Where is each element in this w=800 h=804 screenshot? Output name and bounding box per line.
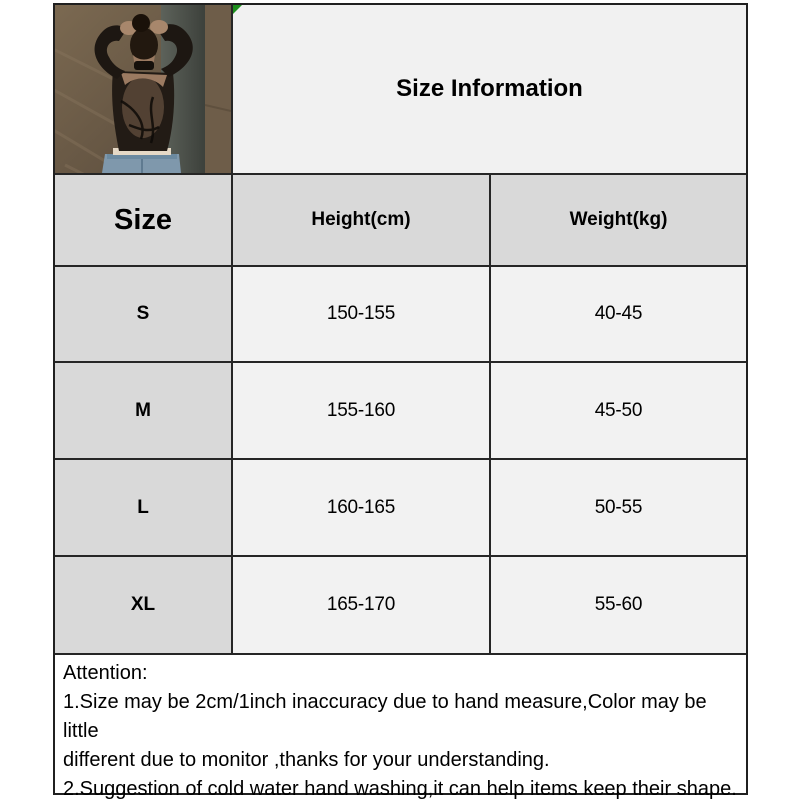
size-label-m: M	[55, 363, 231, 458]
height-value-m: 155-160	[233, 363, 489, 458]
page-title: Size Information	[396, 75, 583, 102]
attention-line-1: 1.Size may be 2cm/1inch inaccuracy due to hand measure,Color may be little	[63, 691, 707, 742]
weight-value-l: 50-55	[491, 460, 746, 555]
title-cell	[233, 5, 746, 173]
attention-line-2: different due to monitor ,thanks for your understanding.	[63, 749, 550, 771]
height-value-l: 160-165	[233, 460, 489, 555]
size-label-l: L	[55, 460, 231, 555]
attention-note	[55, 655, 746, 800]
product-photo	[55, 5, 231, 173]
size-label-s: S	[55, 267, 231, 361]
excel-corner-marker-icon	[233, 5, 242, 14]
product-photo-illustration	[55, 5, 231, 173]
column-header-weight: Weight(kg)	[491, 175, 746, 265]
column-header-height: Height(cm)	[233, 175, 489, 265]
weight-value-s: 40-45	[491, 267, 746, 361]
height-value-s: 150-155	[233, 267, 489, 361]
column-header-size: Size	[55, 175, 231, 265]
height-value-xl: 165-170	[233, 557, 489, 653]
attention-line-3: 2.Suggestion of cold water hand washing,it can help items keep their shape.	[63, 778, 737, 800]
attention-heading: Attention:	[63, 662, 148, 684]
weight-value-xl: 55-60	[491, 557, 746, 653]
size-label-xl: XL	[55, 557, 231, 653]
weight-value-m: 45-50	[491, 363, 746, 458]
size-chart-table	[53, 3, 748, 800]
